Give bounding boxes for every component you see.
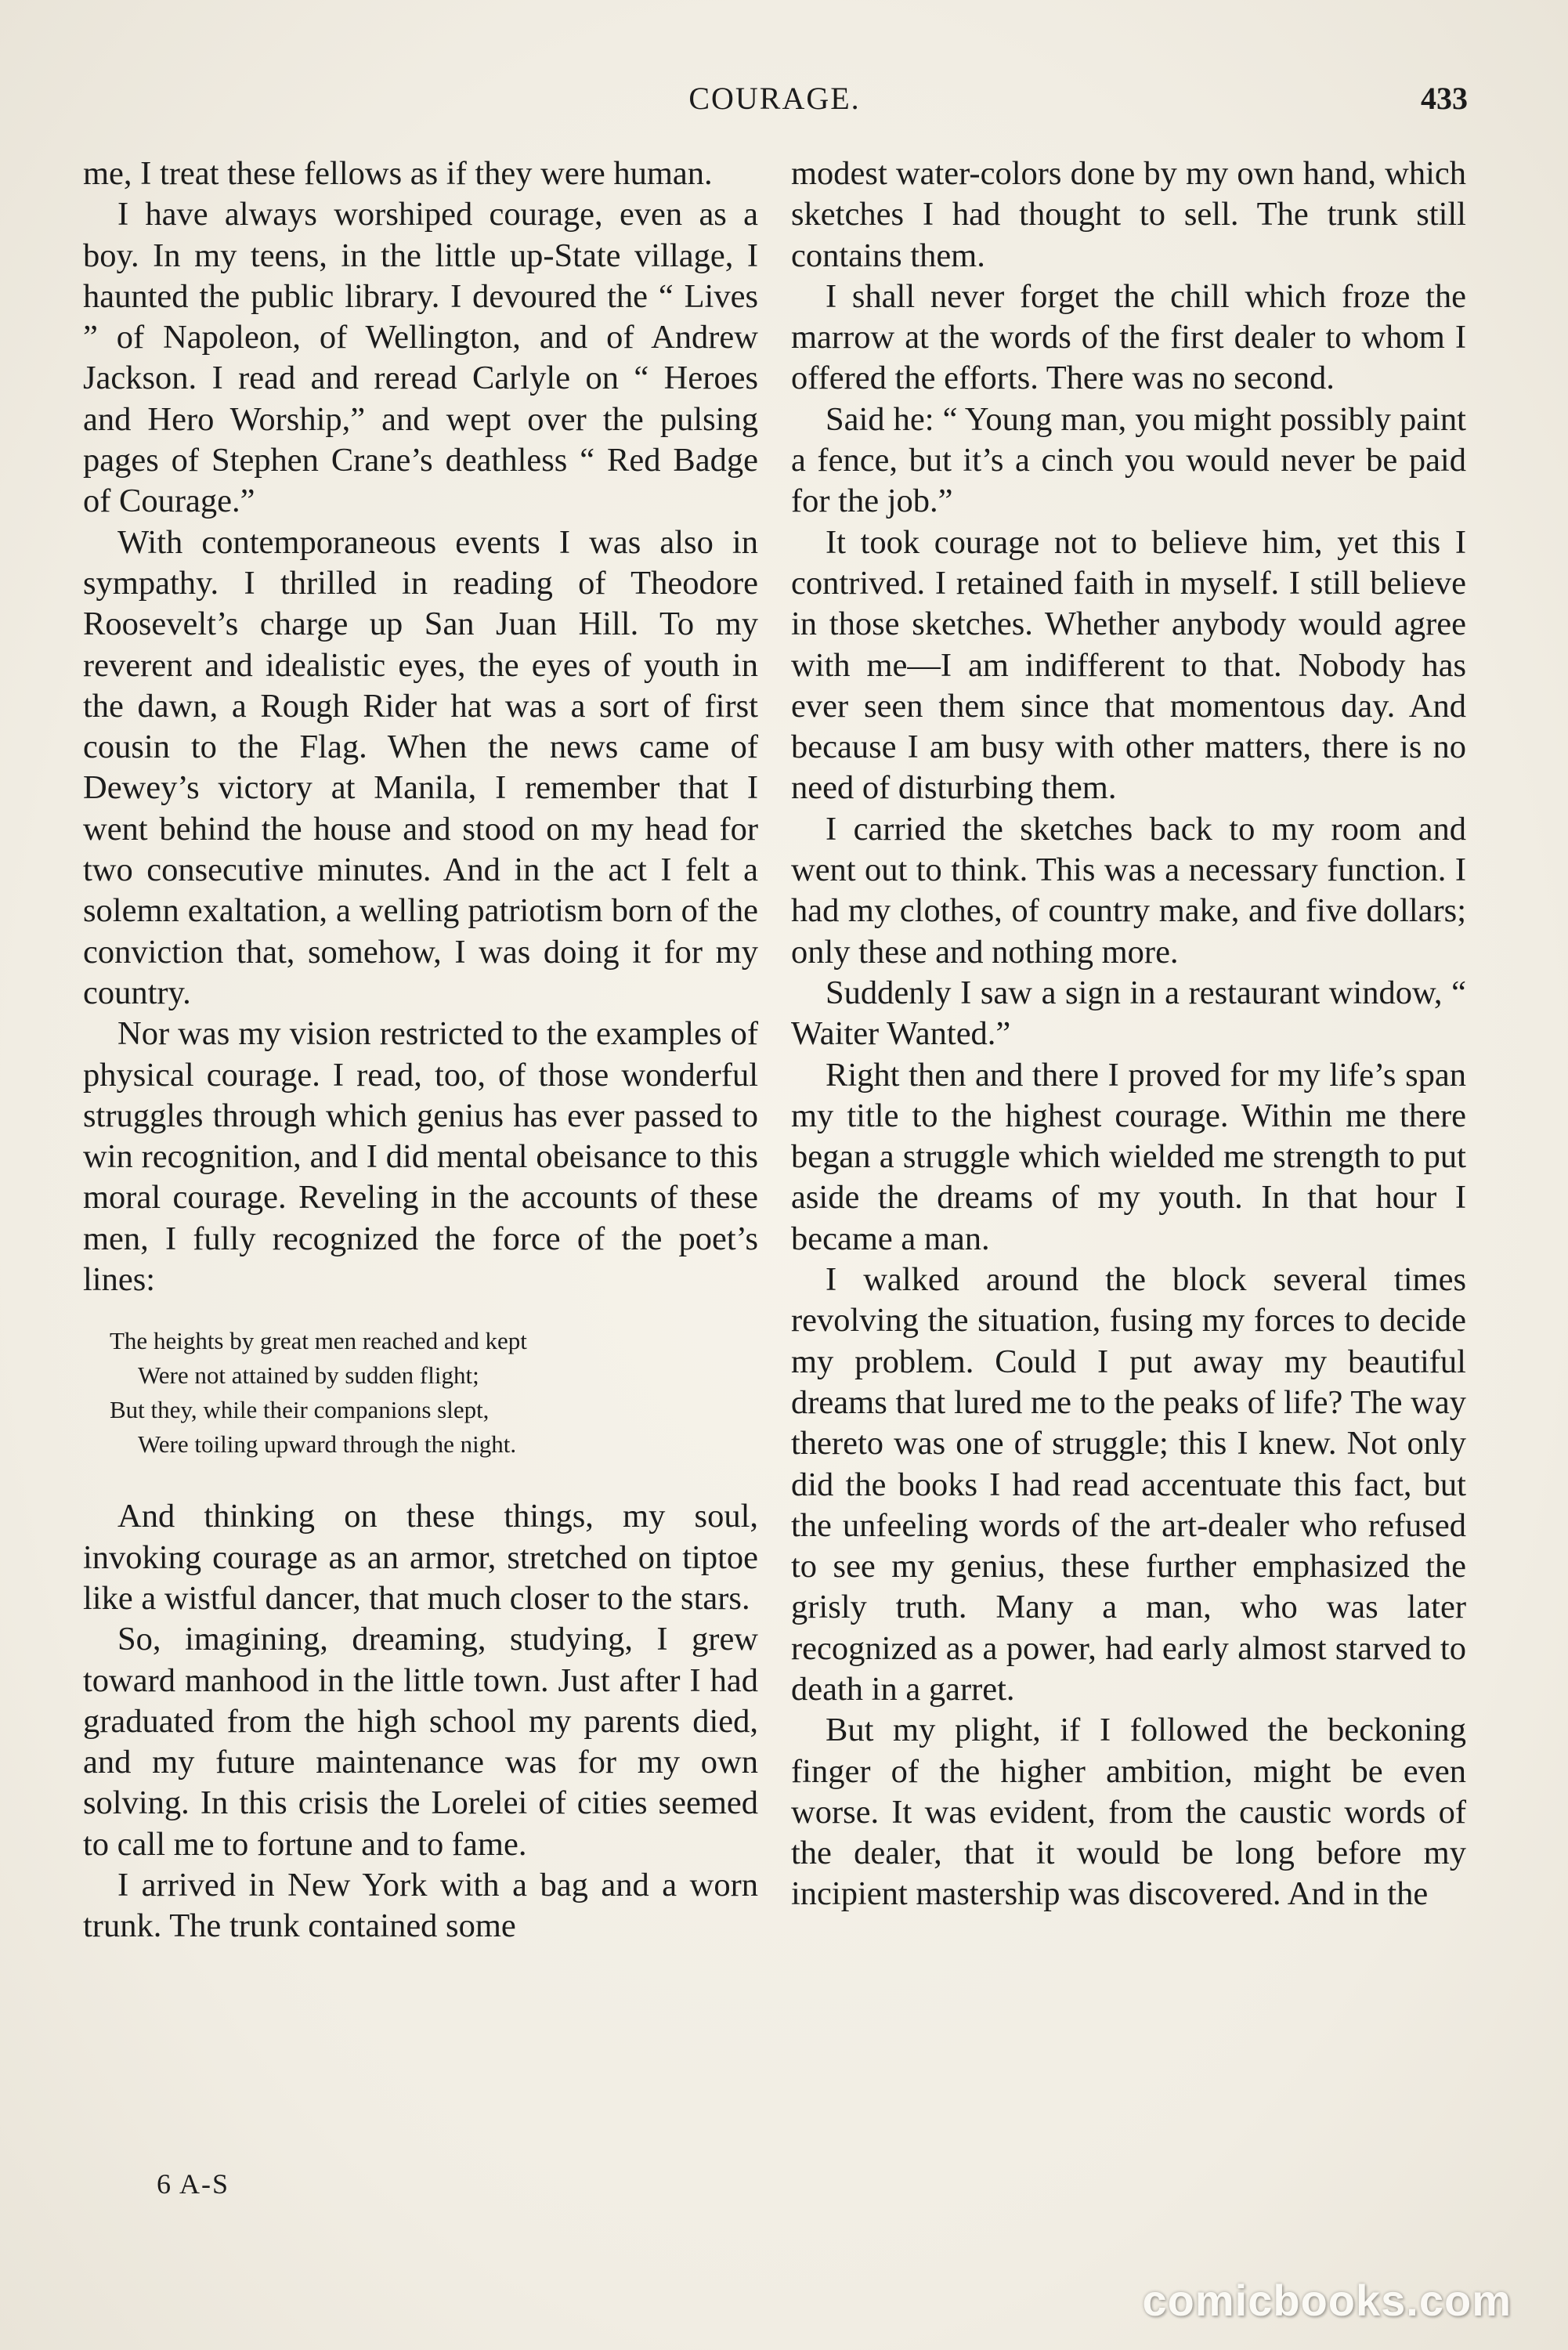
poem-line: Were toiling upward through the night. <box>138 1430 517 1459</box>
paragraph: Nor was my vision restricted to the examples of physical courage. I read, too, of those wonderful struggles through which genius has ever passed to win recognition, and I did mental obeisance to this moral courage. Reveling in the accounts of these men, I fully recognized the force of the poet’s lines: <box>83 1015 758 1299</box>
printer-signature-mark: 6 A-S <box>157 2168 230 2200</box>
paragraph: But my plight, if I followed the beckoning finger of the higher ambition, might be even worse. It was evident, from the caustic words of the dealer, that it would be long before my incipient mastership was discovered. And in the <box>791 1712 1466 1913</box>
right-column <box>791 154 1466 1915</box>
poem-line: But they, while their companions slept, <box>110 1396 490 1424</box>
paragraph: With contemporaneous events I was also in sympathy. I thrilled in reading of Theodore Roosevelt’s charge up San Juan Hill. To my reverent and idealistic eyes, the eyes of youth in the dawn, a Rough Rider hat was a sort of first cousin to the Flag. When the news came of Dewey’s victory at Manila, I remember that I went behind the house and stood on my head for two consecutive minutes. And in the act I felt a solemn exaltation, a welling patriotism born of the conviction that, somehow, I was doing it for my country. <box>83 523 758 1011</box>
paragraph: Suddenly I saw a sign in a restaurant window, “ Waiter Wanted.” <box>791 974 1466 1053</box>
page-number: 433 <box>1421 81 1468 116</box>
poem-line: Were not attained by sudden flight; <box>138 1361 479 1390</box>
paragraph: modest water-colors done by my own hand, which sketches I had thought to sell. The trunk still contains them. <box>791 155 1466 274</box>
paragraph: I walked around the block several times revolving the situation, fusing my forces to decide my problem. Could I put away my beautiful dreams that lured me to the peaks of life? The way thereto was one of struggle; this I knew. Not only did the books I had read accentuate this fact, but the unfeeling words of the art-dealer who refused to see my genius, these further emphasized the grisly truth. Many a man, who was later recognized as a power, had early almost starved to death in a garret. <box>791 1261 1466 1708</box>
paragraph: Right then and there I proved for my life’s span my title to the highest courage. Within me there began a struggle which wielded me strength to put aside the dreams of my youth. In that hour I became a man. <box>791 1056 1466 1257</box>
poem-line: The heights by great men reached and kept <box>110 1327 527 1355</box>
paragraph: I shall never forget the chill which froze the marrow at the words of the first dealer to whom I offered the efforts. There was no second. <box>791 277 1466 397</box>
paragraph: Said he: “ Young man, you might possibly paint a fence, but it’s a cinch you would never be paid for the job.” <box>791 400 1466 520</box>
page-header <box>81 75 1468 122</box>
paragraph: It took courage not to believe him, yet this I contrived. I retained faith in myself. I still believe in those sketches. Whether anybody would agree with me—I am indifferent to that. Nobody has ever seen them since that momentous day. And because I am busy with other matters, there is no need of disturbing them. <box>791 523 1466 807</box>
left-column <box>83 154 758 1947</box>
watermark-logo: comicbooks.com <box>1142 2276 1512 2325</box>
running-title: COURAGE. <box>688 81 861 116</box>
paragraph: I carried the sketches back to my room and went out to think. This was a necessary function. I had my clothes, of country make, and five dollars; only these and nothing more. <box>791 810 1466 971</box>
paragraph: me, I treat these fellows as if they were human. <box>83 155 713 192</box>
paragraph: I arrived in New York with a bag and a worn trunk. The trunk contained some <box>83 1866 758 1945</box>
paragraph: So, imagining, dreaming, studying, I grew toward manhood in the little town. Just after I had graduated from the high school my parents died, and my future maintenance was for my own solving. In this crisis the Lorelei of cities seemed to call me to fortune and to fame. <box>83 1621 758 1863</box>
paragraph: I have always worshiped courage, even as a boy. In my teens, in the little up-State village, I haunted the public library. I devoured the “ Lives ” of Napoleon, of Wellington, and of Andrew Jackson. I read and reread Carlyle on “ Heroes and Hero Worship,” and wept over the pulsing pages of Stephen Crane’s deathless “ Red Badge of Courage.” <box>83 196 758 520</box>
paragraph: And thinking on these things, my soul, invoking courage as an armor, stretched on tiptoe like a wistful dancer, that much closer to the stars. <box>83 1498 758 1617</box>
poem-quote <box>110 1324 758 1462</box>
